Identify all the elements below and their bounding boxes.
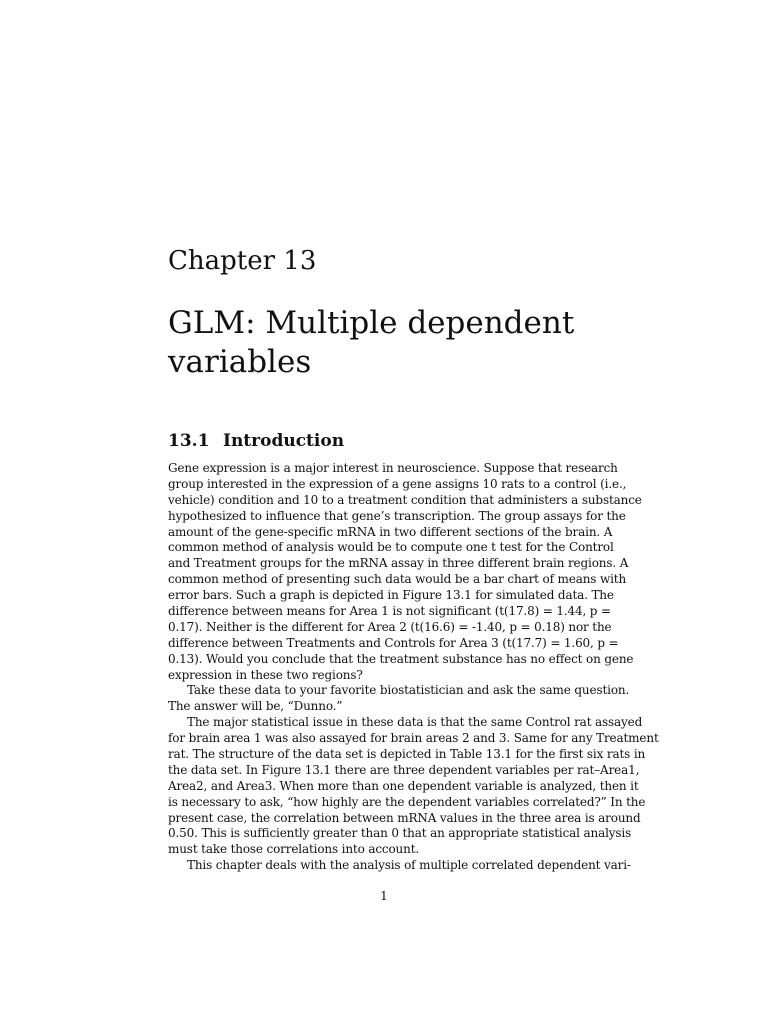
text-line: amount of the gene-specific mRNA in two different sections of the brain. A — [168, 524, 613, 539]
chapter-title: GLM: Multiple dependent variables — [168, 305, 575, 380]
text-line: and Treatment groups for the mRNA assay in three different brain regions. A — [168, 556, 629, 571]
text-line: Area2, and Area3. When more than one dependent variable is analyzed, then it — [168, 778, 639, 793]
text-line: This chapter deals with the analysis of multiple correlated dependent vari- — [187, 858, 631, 873]
text-line: 0.17). Neither is the different for Area 2 (t(16.6) = -1.40, p = 0.18) nor the — [168, 619, 612, 634]
chapter-label: Chapter 13 — [168, 246, 317, 276]
section-number: 13.1 — [168, 431, 210, 451]
text-line: expression in these two regions? — [168, 667, 363, 682]
text-line: error bars. Such a graph is depicted in Figure 13.1 for simulated data. The — [168, 588, 614, 603]
text-line: must take those correlations into account. — [168, 842, 420, 857]
text-line: 0.13). Would you conclude that the treatment substance has no effect on gene — [168, 651, 634, 666]
text-line: is necessary to ask, “how highly are the dependent variables correlated?” In the — [168, 794, 646, 809]
text-line: difference between Treatments and Controls for Area 3 (t(17.7) = 1.60, p = — [168, 635, 619, 650]
text-line: the data set. In Figure 13.1 there are three dependent variables per rat–Area1, — [168, 762, 640, 777]
text-line: Take these data to your favorite biostatistician and ask the same question. — [187, 683, 630, 698]
section-heading — [168, 429, 344, 453]
text-line: rat. The structure of the data set is depicted in Table 13.1 for the first six rats in — [168, 747, 646, 762]
text-line: common method of presenting such data would be a bar chart of means with — [168, 572, 627, 587]
text-line: difference between means for Area 1 is not significant (t(17.8) = 1.44, p = — [168, 604, 611, 619]
section-title: Introduction — [223, 431, 345, 451]
text-line: The answer will be, “Dunno.” — [168, 699, 343, 714]
text-line: Gene expression is a major interest in neuroscience. Suppose that research — [168, 461, 618, 475]
body-text — [168, 461, 659, 874]
text-line: 0.50. This is sufficiently greater than 0 that an appropriate statistical analysis — [168, 826, 632, 841]
text-line: The major statistical issue in these data is that the same Control rat assayed — [187, 715, 643, 730]
page-number: 1 — [380, 889, 388, 903]
text-line: vehicle) condition and 10 to a treatment condition that administers a substance — [168, 492, 642, 507]
text-line: present case, the correlation between mRNA values in the three area is around — [168, 810, 641, 825]
text-line: group interested in the expression of a gene assigns 10 rats to a control (i.e., — [168, 476, 627, 491]
text-line: for brain area 1 was also assayed for brain areas 2 and 3. Same for any Treatment — [168, 731, 659, 746]
text-line: hypothesized to influence that gene’s transcription. The group assays for the — [168, 508, 626, 523]
text-line: common method of analysis would be to compute one t test for the Control — [168, 540, 614, 555]
